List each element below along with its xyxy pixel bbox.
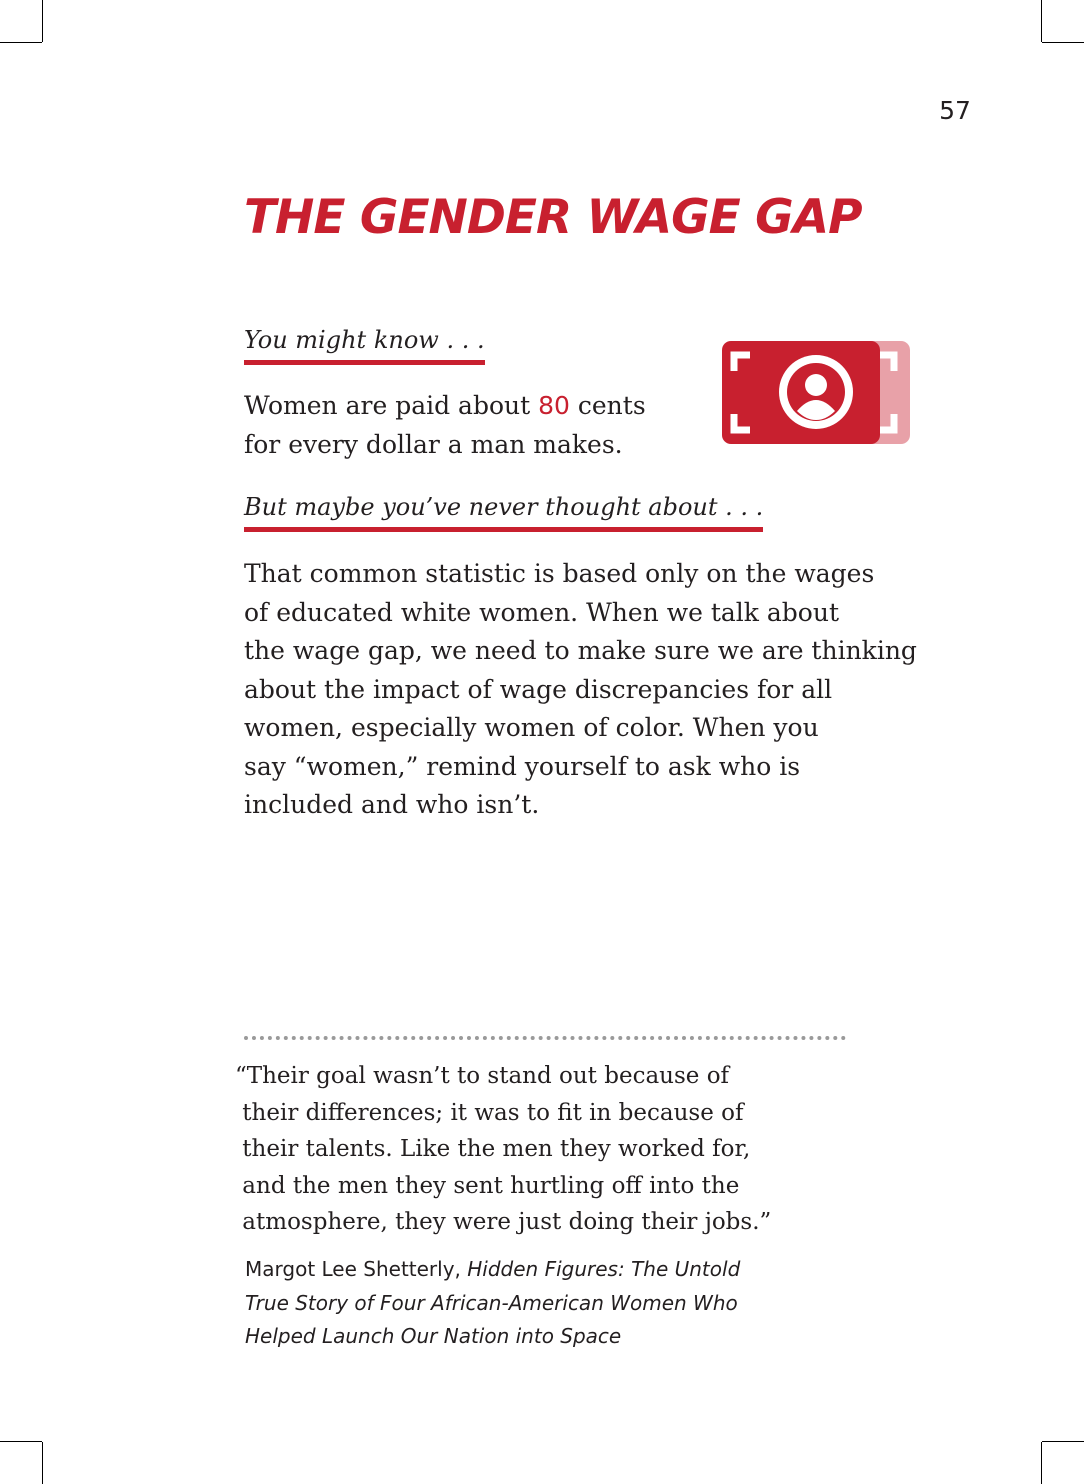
crop-mark-tr-v	[1041, 0, 1042, 42]
dollar-bill-person-icon	[722, 341, 910, 444]
text-line: about the impact of wage discrepancies for all	[244, 674, 833, 704]
quote-attribution	[245, 1253, 740, 1354]
statistic-line-2: for every dollar a man makes.	[244, 429, 623, 459]
crop-mark-tr-h	[1042, 42, 1084, 43]
attribution-line	[245, 1320, 740, 1354]
quote-source-line: Helped Launch Our Nation into Space	[245, 1324, 622, 1348]
attribution-line	[245, 1253, 740, 1287]
statistic-line	[244, 387, 646, 426]
text-line: women, especially women of color. When you	[244, 713, 819, 742]
crop-mark-bl-h	[0, 1441, 42, 1442]
crop-mark-tl-h	[0, 42, 42, 43]
statistic-text-before: Women are paid about	[244, 391, 539, 420]
quote-line: “Their goal wasn’t to stand out because of	[235, 1063, 730, 1089]
you-might-know-heading: You might know . . .	[244, 326, 485, 365]
quote-source-line: True Story of Four African-American Women Who	[245, 1290, 738, 1315]
quote-line: their talents. Like the men they worked for,	[235, 1136, 751, 1162]
quote-line: atmosphere, they were just doing their jobs.”	[235, 1209, 772, 1235]
crop-mark-br-h	[1042, 1441, 1084, 1442]
crop-mark-tl-v	[42, 0, 43, 42]
text-line: included and who isn’t.	[244, 790, 540, 819]
page-number: 57	[939, 96, 971, 125]
you-might-know-text	[244, 387, 646, 464]
text-line: the wage gap, we need to make sure we are thinking	[244, 636, 917, 665]
statistic-highlight: 80	[538, 391, 570, 420]
dotted-divider	[244, 1036, 846, 1040]
quote-author: Margot Lee Shetterly,	[245, 1257, 468, 1281]
statistic-text-after: cents	[569, 391, 646, 420]
quote-line: and the men they sent hurtling off into the	[235, 1172, 740, 1199]
quote-source-line: Hidden Figures: The Untold	[467, 1257, 741, 1281]
never-thought-text	[244, 555, 917, 825]
page-title: THE GENDER WAGE GAP	[244, 190, 862, 245]
attribution-line	[245, 1287, 740, 1321]
text-line: of educated white women. When we talk about	[244, 597, 840, 627]
crop-mark-bl-v	[42, 1442, 43, 1484]
text-line: say “women,” remind yourself to ask who is	[244, 751, 801, 781]
quote	[235, 1058, 771, 1241]
text-line: That common statistic is based only on the wages	[244, 559, 875, 588]
never-thought-heading: But maybe you’ve never thought about . . .	[244, 493, 763, 532]
quote-line: their differences; it was to fit in because of	[235, 1099, 744, 1126]
crop-mark-br-v	[1041, 1442, 1042, 1484]
